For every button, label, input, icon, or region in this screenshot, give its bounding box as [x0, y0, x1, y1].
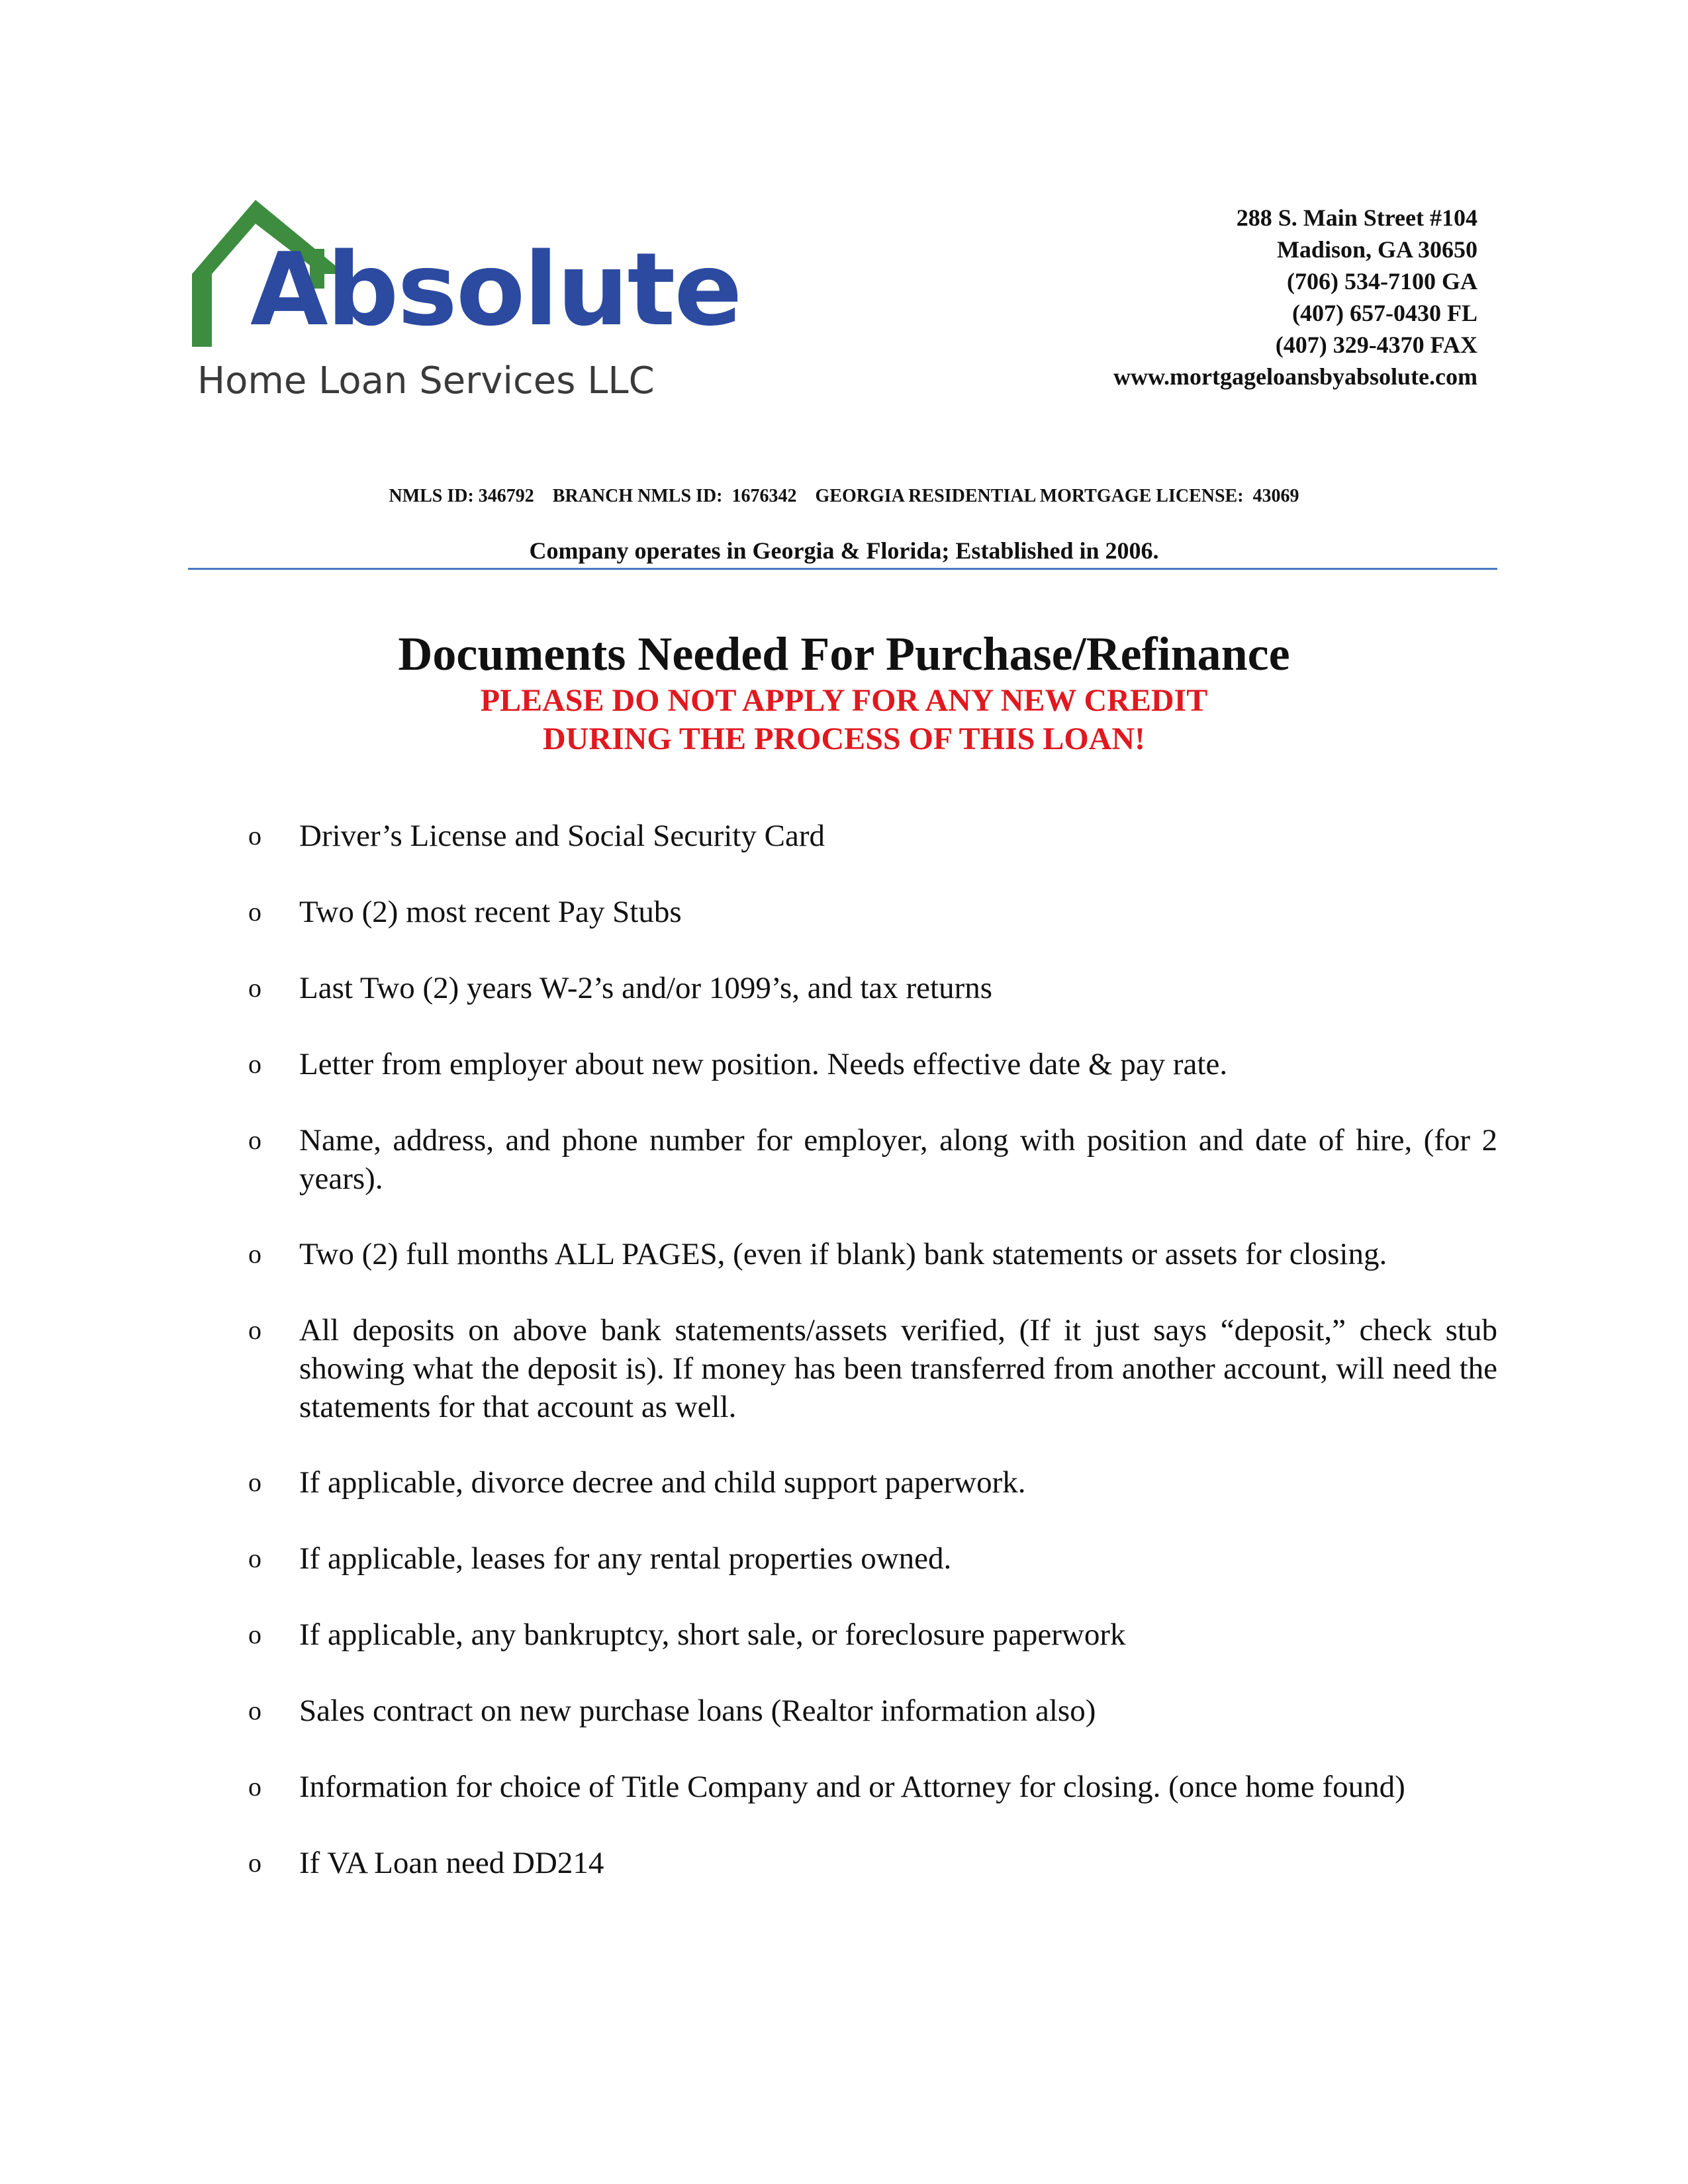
list-bullet: o [248, 1049, 261, 1079]
list-bullet: o [248, 1543, 261, 1573]
list-item: All deposits on above bank statements/assets verified, (If it just says “deposit,” check stub showing what the deposit is). If money has been transferred from another account, will need the statements for that account as well. [299, 1313, 1497, 1424]
established-line: Company operates in Georgia & Florida; Established in 2006. [529, 537, 1159, 564]
list-bullet: o [248, 897, 261, 927]
city-state-zip: Madison, GA 30650 [1276, 236, 1477, 263]
list-item: Letter from employer about new position. Needs effective date & pay rate. [299, 1047, 1228, 1081]
warning-line-1: PLEASE DO NOT APPLY FOR ANY NEW CREDIT [480, 683, 1208, 718]
list-bullet: o [248, 1125, 261, 1155]
phone-georgia: (706) 534-7100 GA [1287, 268, 1477, 295]
list-bullet: o [248, 1696, 261, 1725]
list-item: Name, address, and phone number for employer, along with position and date of hire, (for 2 years). [299, 1123, 1497, 1196]
list-bullet: o [248, 1848, 261, 1878]
logo-subtitle: Home Loan Services LLC [197, 359, 655, 402]
list-item: Two (2) full months ALL PAGES, (even if blank) bank statements or assets for closing. [299, 1237, 1387, 1271]
phone-florida: (407) 657-0430 FL [1292, 300, 1477, 326]
list-item: If applicable, divorce decree and child support paperwork. [299, 1465, 1026, 1500]
website-link[interactable]: www.mortgageloansbyabsolute.com [1113, 363, 1477, 390]
list-bullet: o [248, 1772, 261, 1801]
list-bullet: o [248, 1467, 261, 1497]
fax-number: (407) 329-4370 FAX [1275, 332, 1477, 358]
list-item: If applicable, any bankruptcy, short sale, or foreclosure paperwork [299, 1617, 1126, 1652]
list-item: Last Two (2) years W-2’s and/or 1099’s, and tax returns [299, 971, 993, 1005]
list-item: Sales contract on new purchase loans (Realtor information also) [299, 1694, 1096, 1728]
list-bullet: o [248, 1619, 261, 1649]
street-address: 288 S. Main Street #104 [1236, 205, 1477, 231]
logo-wordmark: Absolute [250, 231, 741, 348]
licensing-line: NMLS ID: 346792 BRANCH NMLS ID: 1676342 GEORGIA RESIDENTIAL MORTGAGE LICENSE: 43069 [389, 486, 1299, 506]
list-item: Information for choice of Title Company and or Attorney for closing. (once home found) [299, 1770, 1405, 1804]
page-title: Documents Needed For Purchase/Refinance [398, 627, 1290, 680]
list-bullet: o [248, 821, 261, 850]
list-item: If VA Loan need DD214 [299, 1846, 604, 1880]
list-bullet: o [248, 973, 261, 1003]
list-item: Two (2) most recent Pay Stubs [299, 895, 682, 929]
list-bullet: o [248, 1239, 261, 1269]
warning-line-2: DURING THE PROCESS OF THIS LOAN! [543, 721, 1145, 756]
list-item: If applicable, leases for any rental properties owned. [299, 1541, 952, 1576]
list-bullet: o [248, 1315, 261, 1345]
list-item: Driver’s License and Social Security Card [299, 819, 825, 853]
